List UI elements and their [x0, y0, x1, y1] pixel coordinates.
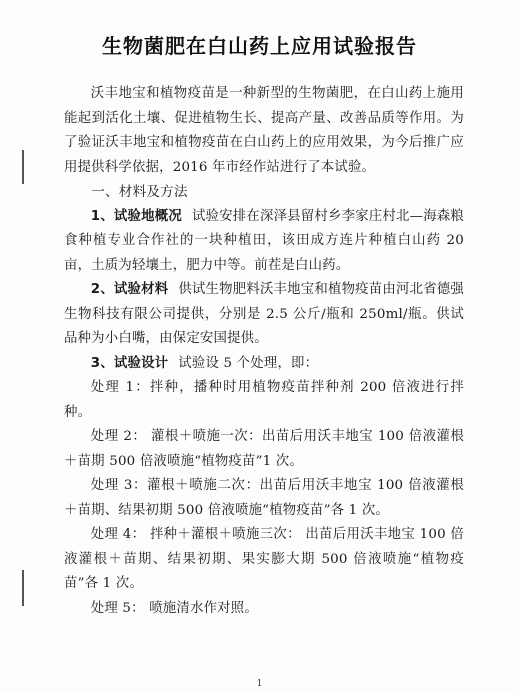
item-design-text: 试验设 5 个处理，即： — [178, 355, 319, 371]
treatment-5: 处理 5： 喷施清水作对照。 — [90, 600, 258, 616]
page-number: 1 — [256, 679, 263, 689]
item-design — [64, 352, 464, 377]
treatment-2: 处理 2： 灌根＋喷施一次：出苗后用沃丰地宝 100 倍液灌根＋苗期 500 倍液喷施“植物疫苗”1 次。 — [64, 429, 464, 469]
item-materials — [64, 278, 464, 352]
item-site-overview-label: 1、试验地概况 — [90, 208, 182, 224]
document-title: 生物菌肥在白山药上应用试验报告 — [102, 34, 417, 58]
treatment-4: 处理 4： 拌种＋灌根＋喷施三次： 出苗后用沃丰地宝 100 倍液灌根＋苗期、结果初期、果实膨大期 500 倍液喷施“植物疫苗”各 1 次。 — [64, 527, 464, 591]
treatment-3: 处理 3：灌根＋喷施二次：出苗后用沃丰地宝 100 倍液灌根＋苗期、结果初期 500 倍液喷施“植物疫苗”各 1 次。 — [64, 478, 464, 518]
margin-mark-lower — [22, 570, 24, 606]
item-materials-label: 2、试验材料 — [90, 282, 169, 297]
margin-mark-upper — [22, 150, 24, 184]
item-materials-text: 供试生物肥料沃丰地宝和植物疫苗由河北省德强生物科技有限公司提供，分别是 2.5 公斤/瓶和 250ml/瓶。供试品种为小白嘴，由保定安国提供。 — [64, 282, 464, 346]
item-design-label: 3、试验设计 — [90, 355, 169, 371]
item-site-overview-text: 试验安排在深泽县留村乡李家庄村北—海森粮食种植专业合作社的一块种植田，该田成方连片种植白山药 20 亩，土质为轻壤土，肥力中等。前茬是白山药。 — [64, 208, 465, 273]
treatment-1: 处理 1：拌种，播种时用植物疫苗拌种剂 200 倍液进行拌种。 — [64, 380, 464, 420]
document-body — [64, 82, 464, 621]
item-site-overview — [64, 205, 464, 279]
section-heading-materials-methods: 一、材料及方法 — [91, 184, 188, 200]
intro-paragraph: 沃丰地宝和植物疫苗是一种新型的生物菌肥，在白山药上施用能起到活化土壤、促进植物生长、提高产量、改善品质等作用。为了验证沃丰地宝和植物疫苗在白山药上的应用效果，为今后推广应用提供科学依据，2016 年市经作站进行了本试验。 — [64, 86, 464, 175]
